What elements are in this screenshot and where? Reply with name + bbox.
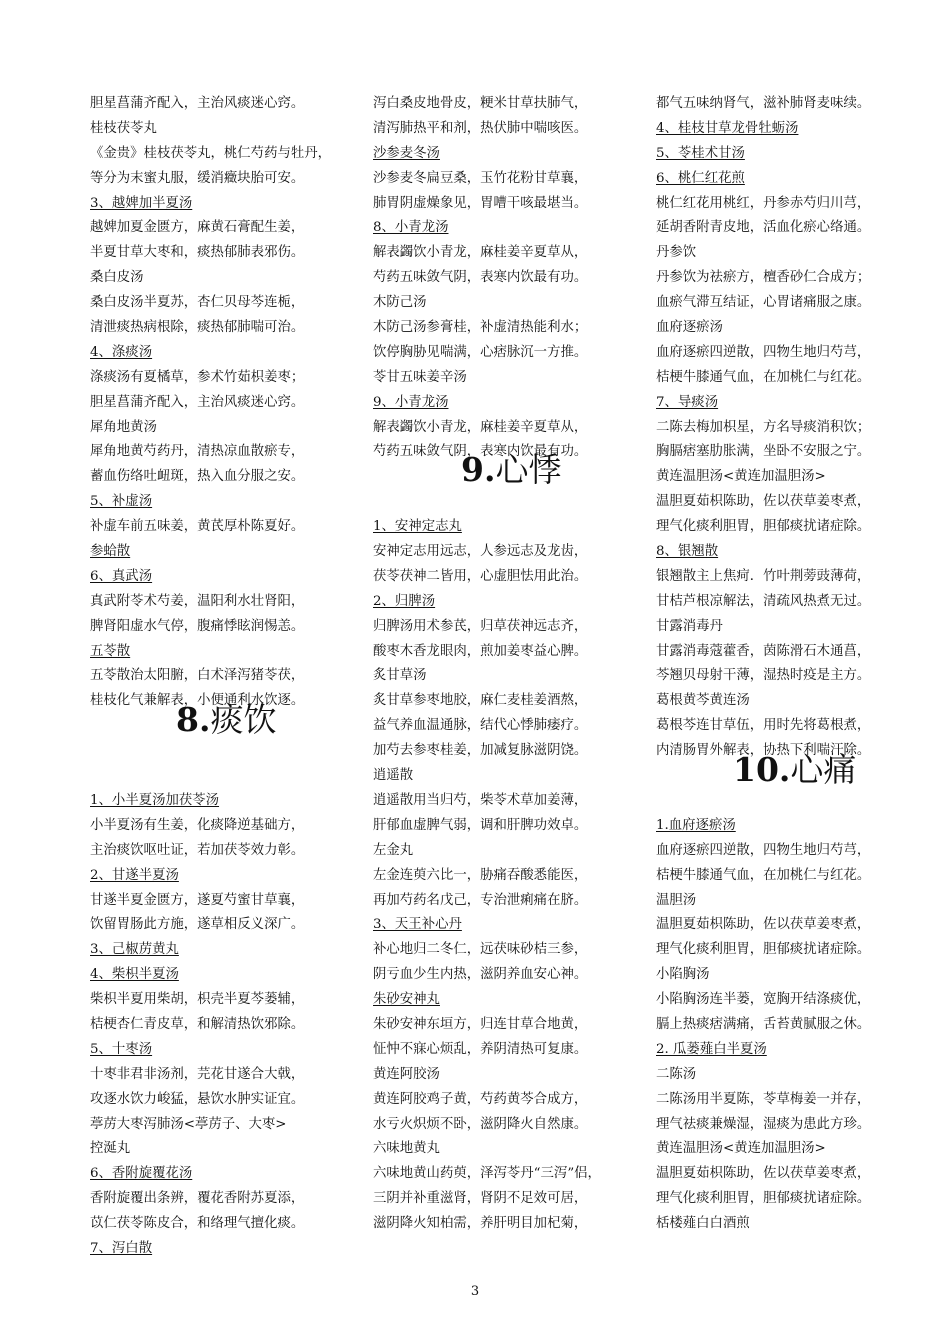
formula-title: 8、小青龙汤 xyxy=(373,220,449,236)
text-line: 温胆夏茹枳陈助，佐以茯草姜枣煮， xyxy=(656,494,871,510)
text-line: 木防己汤参膏桂，补虚清热能利水； xyxy=(373,320,588,336)
formula-title: 7、泻白散 xyxy=(90,1240,153,1256)
text-line: 左金丸 xyxy=(373,842,414,858)
text-line: 清泄痰热病根除，痰热郁肺喘可治。 xyxy=(90,320,305,336)
text-line: 黄连阿胶汤 xyxy=(373,1066,440,1082)
text-line: 阴亏血少生内热，滋阴养血安心神。 xyxy=(373,967,588,983)
text-line: 攻逐水饮力峻猛，悬饮水肿实证宜。 xyxy=(90,1091,305,1107)
text-line: 二陈汤用半夏陈，苓草梅姜一并存， xyxy=(656,1091,871,1107)
text-line: 补心地归二冬仁，远茯味砂桔三参， xyxy=(373,942,588,958)
text-line: 犀角地黄汤 xyxy=(90,419,157,435)
section-heading-10 xyxy=(733,750,856,790)
text-line: 理气化痰利胆胃，胆郁痰扰诸症除。 xyxy=(656,519,871,535)
text-line: 左金连萸六比一，胁痛吞酸悉能医， xyxy=(373,867,588,883)
text-line: 逍遥散用当归芍，柴苓术草加姜薄， xyxy=(373,792,588,808)
text-line: 酸枣木香龙眼肉，煎加姜枣益心脾。 xyxy=(373,643,588,659)
text-line: 都气五味纳肾气，滋补肺肾麦味续。 xyxy=(656,96,871,111)
text-line: 二陈汤 xyxy=(656,1066,697,1082)
formula-title: 6、真武汤 xyxy=(90,568,153,584)
blank-line xyxy=(90,739,352,764)
formula-title: 3、天王补心丹 xyxy=(373,917,462,933)
text-line: 甘遂半夏金匮方，遂夏芍蜜甘草襄， xyxy=(90,892,305,908)
text-line: 六味地黄山药萸，泽泻苓丹“三泻”侣， xyxy=(373,1166,601,1182)
section-heading-8-number: 8. xyxy=(176,700,211,739)
text-line: 胆星菖蒲齐配入，主治风痰迷心窍。 xyxy=(90,394,305,410)
text-line: 芩翘贝母射干薄，湿热时疫是主方。 xyxy=(656,668,871,684)
text-line: 解表蠲饮小青龙，麻桂姜辛夏草从， xyxy=(373,419,588,435)
text-line: 朱砂安神东垣方，归连甘草合地黄， xyxy=(373,1016,588,1032)
formula-title: 8、银翘散 xyxy=(656,544,719,560)
text-line: 十枣非君非汤剂，芫花甘遂合大戟， xyxy=(90,1066,305,1082)
formula-title: 3、越婢加半夏汤 xyxy=(90,195,193,211)
formula-title: 4、柴枳半夏汤 xyxy=(90,967,179,983)
text-line: 胸膈痞塞肋胀满，坐卧不安服之宁。 xyxy=(656,444,871,460)
text-line: 理气化痰利胆胃，胆郁痰扰诸症除。 xyxy=(656,942,871,958)
text-line: 肺胃阴虚燥象见，胃嘈干咳最堪当。 xyxy=(373,195,588,211)
formula-title: 1、小半夏汤加茯苓汤 xyxy=(90,792,220,808)
text-line: 加芍去参枣桂姜，加减复脉滋阴饶。 xyxy=(373,743,588,759)
text-line: 三阴并补重滋肾，肾阴不足效可居， xyxy=(373,1191,588,1207)
text-line: 桂枝茯苓丸 xyxy=(90,120,157,136)
text-line: 再加芍药名戊己，专治泄痢痛在脐。 xyxy=(373,892,588,908)
text-line: 桑白皮汤半夏苏，杏仁贝母芩连栀， xyxy=(90,295,305,311)
column-3 xyxy=(656,92,918,1237)
text-line: 泻白桑皮地骨皮，粳米甘草扶肺气， xyxy=(373,96,588,111)
formula-title: 4、涤痰汤 xyxy=(90,344,153,360)
formula-title: 6、桃仁红花煎 xyxy=(656,170,745,186)
text-line: 血府逐瘀汤 xyxy=(656,320,723,336)
text-line: 益气养血温通脉，结代心悸肺痿疗。 xyxy=(373,718,588,734)
text-line: 滋阴降火知柏需，养肝明目加杞菊， xyxy=(373,1216,588,1232)
text-line: 黄连温胆汤<黄连加温胆汤> xyxy=(656,469,826,485)
formula-title: 1.血府逐瘀汤 xyxy=(656,817,736,833)
formula-title: 3、己椒苈黄丸 xyxy=(90,942,179,958)
formula-title: 1、安神定志丸 xyxy=(373,519,462,535)
text-line: 《金贵》桂枝茯苓丸，桃仁芍药与牡丹， xyxy=(90,145,332,161)
section-heading-10-title: 心痛 xyxy=(790,750,857,789)
text-line: 理气化痰利胆胃，胆郁痰扰诸症除。 xyxy=(656,1191,871,1207)
text-line: 葶苈大枣泻肺汤<葶苈子、大枣> xyxy=(90,1116,287,1132)
text-line: 真武附苓术芍姜，温阳利水壮肾阳， xyxy=(90,593,305,609)
text-line: 膈上热痰痞满痛，舌苔黄腻服之休。 xyxy=(656,1016,871,1032)
text-line: 逍遥散 xyxy=(373,768,414,784)
section-heading-9-number: 9. xyxy=(461,450,496,489)
text-line: 苡仁茯苓陈皮合，和络理气擅化痰。 xyxy=(90,1216,305,1232)
text-line: 半夏甘草大枣和，痰热郁肺表邪伤。 xyxy=(90,245,305,261)
text-line: 木防己汤 xyxy=(373,295,427,311)
text-line: 二陈去梅加枳星，方名导痰消积饮； xyxy=(656,419,871,435)
formula-title: 2、甘遂半夏汤 xyxy=(90,867,179,883)
text-line: 银翘散主上焦疴．竹叶荆蒡豉薄荷， xyxy=(656,568,871,584)
text-line: 甘露消毒蔻藿香，茵陈滑石木通菖， xyxy=(656,643,871,659)
formula-title: 4、桂枝甘草龙骨牡蛎汤 xyxy=(656,120,799,136)
text-line: 越婢加夏金匮方，麻黄石膏配生姜， xyxy=(90,220,305,236)
text-line: 芍药五味敛气阴，表寒内饮最有功。 xyxy=(373,270,588,286)
text-line: 饮留胃肠此方施，遂草相反义深广。 xyxy=(90,917,305,933)
text-line: 肝郁血虚脾气弱，调和肝脾功效卓。 xyxy=(373,817,588,833)
formula-title: 朱砂安神丸 xyxy=(373,992,440,1008)
section-heading-8-title: 痰饮 xyxy=(210,700,277,739)
formula-title: 五苓散 xyxy=(90,643,131,659)
text-line: 栝楼薤白白酒煎 xyxy=(656,1216,750,1232)
text-line: 水亏火炽烦不卧，滋阴降火自然康。 xyxy=(373,1116,588,1132)
text-line: 炙甘草汤 xyxy=(373,668,427,684)
text-line: 丹参饮 xyxy=(656,245,697,261)
text-line: 桔梗牛膝通气血，在加桃仁与红花。 xyxy=(656,867,871,883)
text-line: 沙参麦冬扁豆桑，玉竹花粉甘草襄， xyxy=(373,170,588,186)
formula-title: 5、补虚汤 xyxy=(90,494,153,510)
column-1 xyxy=(90,92,352,1262)
text-line: 小陷胸汤 xyxy=(656,967,710,983)
formula-title: 7、导痰汤 xyxy=(656,394,719,410)
section-heading-10-number: 10. xyxy=(733,750,791,789)
text-line: 六味地黄丸 xyxy=(373,1141,440,1157)
text-line: 温胆汤 xyxy=(656,892,697,908)
text-line: 桔梗牛膝通气血，在加桃仁与红花。 xyxy=(656,369,871,385)
text-line: 温胆夏茹枳陈助，佐以茯草姜枣煮， xyxy=(656,917,871,933)
text-line: 小半夏汤有生姜，化痰降逆基础方， xyxy=(90,817,305,833)
section-heading-8 xyxy=(176,700,276,740)
formula-title: 2. 瓜蒌薤白半夏汤 xyxy=(656,1041,767,1057)
text-line: 血府逐瘀四逆散，四物生地归芍芎， xyxy=(656,344,871,360)
formula-title: 2、归脾汤 xyxy=(373,593,436,609)
text-line: 香附旋覆出条辨，覆花香附苏夏添， xyxy=(90,1191,305,1207)
blank-line xyxy=(656,789,918,814)
text-line: 小陷胸汤连半蒌，宽胸开结涤痰优， xyxy=(656,992,871,1008)
text-line: 归脾汤用术参芪，归草茯神远志齐， xyxy=(373,618,588,634)
text-line: 怔忡不寐心烦乱，养阴清热可复康。 xyxy=(373,1041,588,1057)
text-line: 桂枝化气兼解表，小便通利水饮逐。 xyxy=(90,693,305,709)
text-line: 温胆夏茹枳陈助，佐以茯草姜枣煮， xyxy=(656,1166,871,1182)
text-line: 葛根黄芩黄连汤 xyxy=(656,693,750,709)
text-line: 解表蠲饮小青龙，麻桂姜辛夏草从， xyxy=(373,245,588,261)
text-line: 血瘀气滞互结证，心胃诸痛服之康。 xyxy=(656,295,871,311)
blank-line xyxy=(90,764,352,789)
text-line: 桔梗杏仁青皮草，和解清热饮邪除。 xyxy=(90,1016,305,1032)
text-line: 苓甘五味姜辛汤 xyxy=(373,369,467,385)
text-line: 脾肾阳虚水气停，腹痛悸眩润惕恙。 xyxy=(90,618,305,634)
text-line: 茯苓茯神二皆用，心虚胆怯用此治。 xyxy=(373,568,588,584)
text-line: 甘桔芦根凉解法，清疏风热煮无过。 xyxy=(656,593,871,609)
text-line: 炙甘草参枣地胶，麻仁麦桂姜酒熬， xyxy=(373,693,588,709)
text-line: 桃仁红花用桃红，丹参赤芍归川芎， xyxy=(656,195,871,211)
text-line: 甘露消毒丹 xyxy=(656,618,723,634)
text-line: 血府逐瘀四逆散，四物生地归芍芎， xyxy=(656,842,871,858)
text-line: 理气祛痰兼燥湿，湿痰为患此方珍。 xyxy=(656,1116,871,1132)
text-line: 补虚车前五味姜，黄芪厚朴陈夏好。 xyxy=(90,519,305,535)
text-line: 柴枳半夏用柴胡，枳壳半夏芩蒌辅， xyxy=(90,992,305,1008)
text-line: 控涎丸 xyxy=(90,1141,131,1157)
text-line: 五苓散治太阳腑，白术泽泻猪苓茯， xyxy=(90,668,305,684)
text-line: 延胡香附青皮地，活血化瘀心络通。 xyxy=(656,220,871,236)
text-line: 芍药五味敛气阴，表寒内饮最有功。 xyxy=(373,444,588,460)
blank-line xyxy=(373,490,635,515)
formula-title: 5、十枣汤 xyxy=(90,1041,153,1057)
section-heading-9-title: 心悸 xyxy=(495,450,562,489)
text-line: 内清肠胃外解表，协热下利喘汗除。 xyxy=(656,743,871,759)
text-line: 主治痰饮呕吐证，若加茯苓效力彰。 xyxy=(90,842,305,858)
formula-title: 参蛤散 xyxy=(90,544,131,560)
text-line: 丹参饮为祛瘀方，檀香砂仁合成方； xyxy=(656,270,871,286)
column-2 xyxy=(373,92,635,1237)
text-line: 蓄血伤络吐衄斑，热入血分服之安。 xyxy=(90,469,305,485)
text-line: 等分为末蜜丸服，缓消癥块胎可安。 xyxy=(90,170,305,186)
formula-title: 沙参麦冬汤 xyxy=(373,145,440,161)
text-line: 黄连阿胶鸡子黄，芍药黄芩合成方， xyxy=(373,1091,588,1107)
text-line: 涤痰汤有夏橘草，参术竹茹枳姜枣； xyxy=(90,369,305,385)
formula-title: 6、香附旋覆花汤 xyxy=(90,1166,193,1182)
text-line: 桑白皮汤 xyxy=(90,270,144,286)
text-line: 犀角地黄芍药丹，清热凉血散瘀专， xyxy=(90,444,305,460)
text-line: 清泻肺热平和剂，热伏肺中喘咳医。 xyxy=(373,120,588,136)
section-heading-9 xyxy=(461,450,561,490)
text-line: 安神定志用远志，人参远志及龙齿， xyxy=(373,544,588,560)
page-number: 3 xyxy=(470,1284,480,1299)
text-line: 黄连温胆汤<黄连加温胆汤> xyxy=(656,1141,826,1157)
text-line: 葛根芩连甘草伍，用时先将葛根煮， xyxy=(656,718,871,734)
formula-title: 9、小青龙汤 xyxy=(373,394,449,410)
formula-title: 5、苓桂术甘汤 xyxy=(656,145,745,161)
text-line: 饮停胸胁见喘满，心痞脉沉一方推。 xyxy=(373,344,588,360)
text-line: 胆星菖蒲齐配入，主治风痰迷心窍。 xyxy=(90,96,305,111)
